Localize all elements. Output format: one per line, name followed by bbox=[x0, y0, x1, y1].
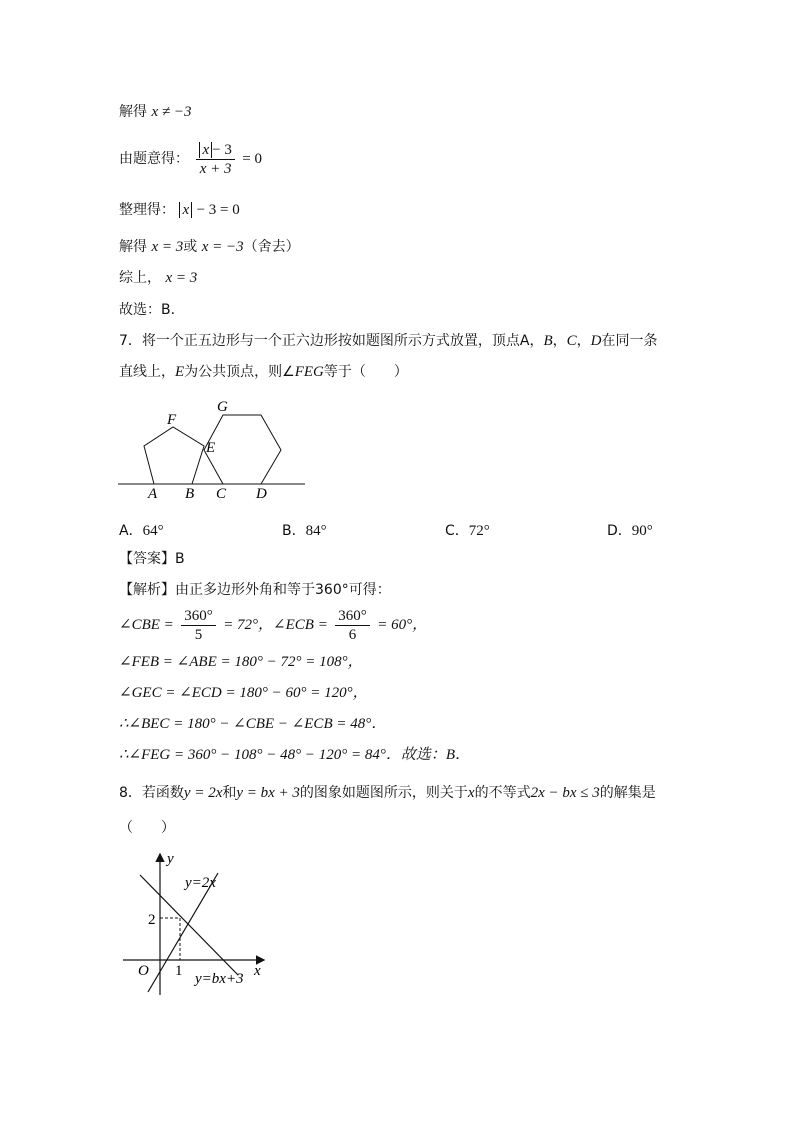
math-expression: − 3 = 0 bbox=[196, 202, 240, 218]
solution-text: 或 bbox=[183, 239, 198, 255]
question-text: 和 bbox=[222, 785, 237, 801]
analysis-line-6: ∴∠FEG = 360° − 108° − 48° − 120° = 84°．故选：B． bbox=[119, 747, 471, 763]
solution-text: （舍去） bbox=[243, 239, 300, 255]
q8-stem-line-1 bbox=[119, 783, 656, 803]
analysis-line-5: ∴∠BEC = 180° − ∠CBE − ∠ECB = 48°． bbox=[119, 716, 387, 732]
question-text: 的解集是 bbox=[599, 785, 656, 801]
math-var: E bbox=[175, 364, 185, 380]
fraction bbox=[335, 607, 370, 644]
question-text: 直线上， bbox=[119, 364, 175, 380]
solution-text: 解得 bbox=[119, 239, 147, 255]
question-text: 等于（ ） bbox=[323, 364, 408, 380]
origin-label: O bbox=[138, 963, 149, 979]
solution-line-4 bbox=[119, 237, 300, 257]
option-value: 90° bbox=[631, 523, 653, 539]
tick-label-x-1: 1 bbox=[175, 963, 183, 979]
solution-line-1 bbox=[119, 102, 191, 122]
label-D: D bbox=[256, 486, 267, 502]
solution-text: 整理得： bbox=[119, 202, 175, 218]
option-label: D． bbox=[607, 523, 632, 539]
math-expression: x = −3 bbox=[201, 239, 244, 255]
solution-text: 故选：B． bbox=[119, 302, 185, 318]
numerator-rest: − 3 bbox=[212, 141, 232, 158]
q8-graph bbox=[115, 845, 285, 1005]
question-text: 为公共顶点，则∠ bbox=[184, 364, 295, 380]
denominator: 5 bbox=[194, 626, 203, 643]
question-text: ， bbox=[552, 333, 567, 349]
math-expression: = 0 bbox=[242, 151, 263, 167]
math-expression: ∠CBE = bbox=[119, 617, 174, 633]
solution-line-5 bbox=[119, 268, 197, 288]
fraction bbox=[181, 607, 216, 644]
absolute-value: x bbox=[199, 142, 212, 158]
question-text: 的不等式 bbox=[474, 785, 531, 801]
question-text: 的图象如题图所示，则关于 bbox=[299, 785, 468, 801]
label-C: C bbox=[216, 486, 227, 502]
hexagon bbox=[204, 415, 281, 484]
option-a[interactable] bbox=[119, 520, 164, 540]
analysis-line-2 bbox=[119, 606, 427, 644]
denominator: x + 3 bbox=[199, 160, 232, 177]
solution-line-2 bbox=[119, 140, 262, 178]
label-F: F bbox=[167, 412, 177, 428]
question-text: 8．若函数 bbox=[119, 785, 184, 801]
y-axis-label: y bbox=[167, 851, 174, 867]
math-var: FEG bbox=[294, 364, 324, 380]
q7-stem-line-2 bbox=[119, 362, 408, 382]
tick-label-y-2: 2 bbox=[148, 912, 156, 928]
math-var: x bbox=[467, 785, 475, 801]
solution-line-3 bbox=[119, 200, 240, 220]
analysis-text: 由正多边形外角和等于360°可得： bbox=[175, 582, 391, 598]
math-var: C bbox=[566, 333, 577, 349]
absolute-value: x bbox=[179, 202, 192, 218]
option-value: 64° bbox=[142, 523, 164, 539]
math-expression: 2x − bx ≤ 3 bbox=[530, 785, 600, 801]
math-expression: = 60°， bbox=[377, 617, 428, 633]
math-var: B bbox=[543, 333, 553, 349]
line-label-y-bx-3: y=bx+3 bbox=[195, 971, 244, 987]
question-text: ， bbox=[576, 333, 591, 349]
answer-text: 【答案】B bbox=[119, 551, 185, 567]
solution-text: 综上， bbox=[119, 270, 161, 286]
solution-line-6 bbox=[119, 300, 185, 320]
question-text: （ ） bbox=[119, 820, 175, 836]
pentagon bbox=[144, 427, 204, 484]
denominator: 6 bbox=[348, 626, 357, 643]
label-G: G bbox=[217, 399, 228, 415]
analysis-line-4: ∠GEC = ∠ECD = 180° − 60° = 120°， bbox=[119, 685, 368, 701]
analysis-line-1 bbox=[119, 580, 391, 600]
option-label: A． bbox=[119, 523, 143, 539]
numerator: 360° bbox=[181, 607, 216, 626]
line-label-y-2x: y=2x bbox=[185, 875, 216, 891]
label-A: A bbox=[148, 486, 158, 502]
math-expression: x ≠ −3 bbox=[151, 104, 192, 120]
numerator: 360° bbox=[335, 607, 370, 626]
math-expression: y = 2x bbox=[183, 785, 223, 801]
solution-text: 解得 bbox=[119, 104, 147, 120]
label-E: E bbox=[206, 440, 216, 456]
math-expression: y = bx + 3 bbox=[236, 785, 300, 801]
option-b[interactable] bbox=[282, 520, 327, 540]
label-B: B bbox=[185, 486, 195, 502]
option-d[interactable] bbox=[607, 520, 653, 540]
math-expression: = 72°，∠ECB = bbox=[223, 617, 328, 633]
answer-line bbox=[119, 549, 185, 569]
q7-stem-line-1 bbox=[119, 331, 658, 351]
option-label: B． bbox=[282, 523, 306, 539]
q8-stem-line-2 bbox=[119, 818, 175, 838]
option-value: 72° bbox=[468, 523, 490, 539]
q7-figure bbox=[115, 392, 315, 504]
math-var: D bbox=[590, 333, 602, 349]
question-text: 7．将一个正五边形与一个正六边形按如题图所示方式放置，顶点A， bbox=[119, 333, 544, 349]
analysis-head: 【解析】 bbox=[119, 582, 175, 598]
option-value: 84° bbox=[305, 523, 327, 539]
fraction bbox=[196, 141, 234, 178]
math-expression: x = 3 bbox=[151, 239, 184, 255]
option-c[interactable] bbox=[445, 520, 490, 540]
math-expression: x = 3 bbox=[165, 270, 198, 286]
solution-text: 由题意得： bbox=[119, 151, 189, 167]
x-axis-label: x bbox=[254, 963, 261, 979]
question-text: 在同一条 bbox=[601, 333, 658, 349]
analysis-line-3: ∠FEB = ∠ABE = 180° − 72° = 108°， bbox=[119, 654, 363, 670]
option-label: C． bbox=[445, 523, 469, 539]
